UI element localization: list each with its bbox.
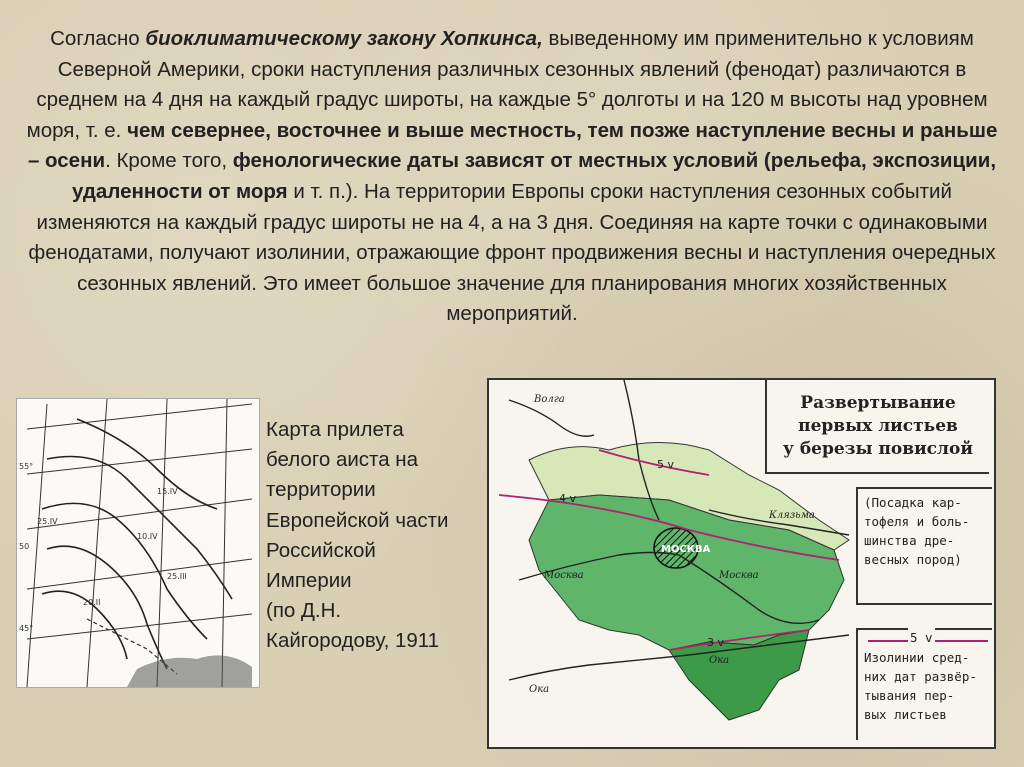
legend-isoline-sample <box>864 630 992 648</box>
caption-line: Карта прилета <box>266 418 404 441</box>
river-label: Клязьма <box>769 510 815 521</box>
legend-line: них дат развёр- <box>864 669 977 684</box>
legend-line: весных пород) <box>864 552 962 567</box>
lat-label: 50 <box>19 542 30 551</box>
caption-line: территории <box>266 478 376 502</box>
key-statement-2: фенологические даты зависят от местных условий (рельефа, экспозиции, удаленности от моря <box>72 149 997 203</box>
law-name: биоклиматическому закону Хопкинса, <box>145 27 543 50</box>
isoline-date: 25.IV <box>37 517 58 526</box>
legend-planting-note <box>856 487 992 605</box>
isoline-date: 10.IV <box>137 532 158 541</box>
main-paragraph <box>22 24 1002 330</box>
isoline-label: 3 v <box>707 636 725 649</box>
isoline-date: 20.II <box>83 598 101 607</box>
legend-line: вых листьев <box>864 707 947 722</box>
caption-line: (по Д.Н. <box>266 599 342 623</box>
text-part: выведенному им применительно к условиям Северной Америки, сроки наступления различных сезонных явлений (фенодат) различаются в среднем на 4 дня на каждый градус широты, на каждые 5° долготы и на 120 м высоты над уровнем моря, т. е. <box>26 27 988 142</box>
stork-arrival-map <box>16 398 260 688</box>
river-label: Ока <box>529 684 550 695</box>
river-label: Волга <box>534 394 565 405</box>
stork-map-drawing <box>17 399 259 687</box>
caption-line: Кайгородову, 1911 <box>266 629 440 653</box>
legend-line: шинства дре- <box>864 533 955 548</box>
legend-line: Изолинии сред- <box>864 650 970 665</box>
caption-line: Империи <box>266 569 352 593</box>
text-part: и т. п.). На территории Европы сроки наступления сезонных событий изменяются на каждый градус широты не на 4, а на 3 дня. Соединяя на карте точки с одинаковыми фенодатами, получают изолинии, отражающие фронт продвижения весны и наступления очередных сезонных явлений. Это имеет большое значение для планирования многих хозяйственных мероприятий. <box>28 179 996 326</box>
lat-label: 45° <box>19 624 34 633</box>
river-label: Москва <box>544 570 584 581</box>
river-label: Ока <box>709 655 730 666</box>
caption-line: Российской <box>266 538 376 562</box>
caption-line: Европейской части <box>266 508 449 532</box>
isoline-label: 5 v <box>657 458 675 471</box>
caption-line: белого аиста на <box>266 448 419 472</box>
legend-isolines <box>856 628 992 740</box>
map-title-box <box>765 380 989 474</box>
text-part: . Кроме того, <box>105 149 233 173</box>
legend-line: тофеля и боль- <box>864 514 970 529</box>
legend-line: (Посадка кар- <box>864 495 962 510</box>
map-title-line: первых листьев <box>798 416 958 436</box>
river-label: Москва <box>719 570 759 581</box>
isoline-date: 25.III <box>167 572 187 581</box>
isoline-label: 4 v <box>559 492 577 505</box>
map-title-line: у березы повислой <box>783 439 973 459</box>
city-label: МОСКВА <box>661 544 711 555</box>
isoline-date: 15.IV <box>157 487 178 496</box>
lat-label: 55° <box>19 462 34 471</box>
key-statement: чем севернее, восточнее и выше местность, тем позже наступление весны и раньше – осени <box>27 118 998 173</box>
text-part: Согласно <box>50 27 146 50</box>
map-title-line: Развертывание <box>800 393 956 413</box>
legend-line: тывания пер- <box>864 688 955 703</box>
map-caption <box>266 415 486 657</box>
isoline-swatch-label: 5 v <box>910 630 933 645</box>
